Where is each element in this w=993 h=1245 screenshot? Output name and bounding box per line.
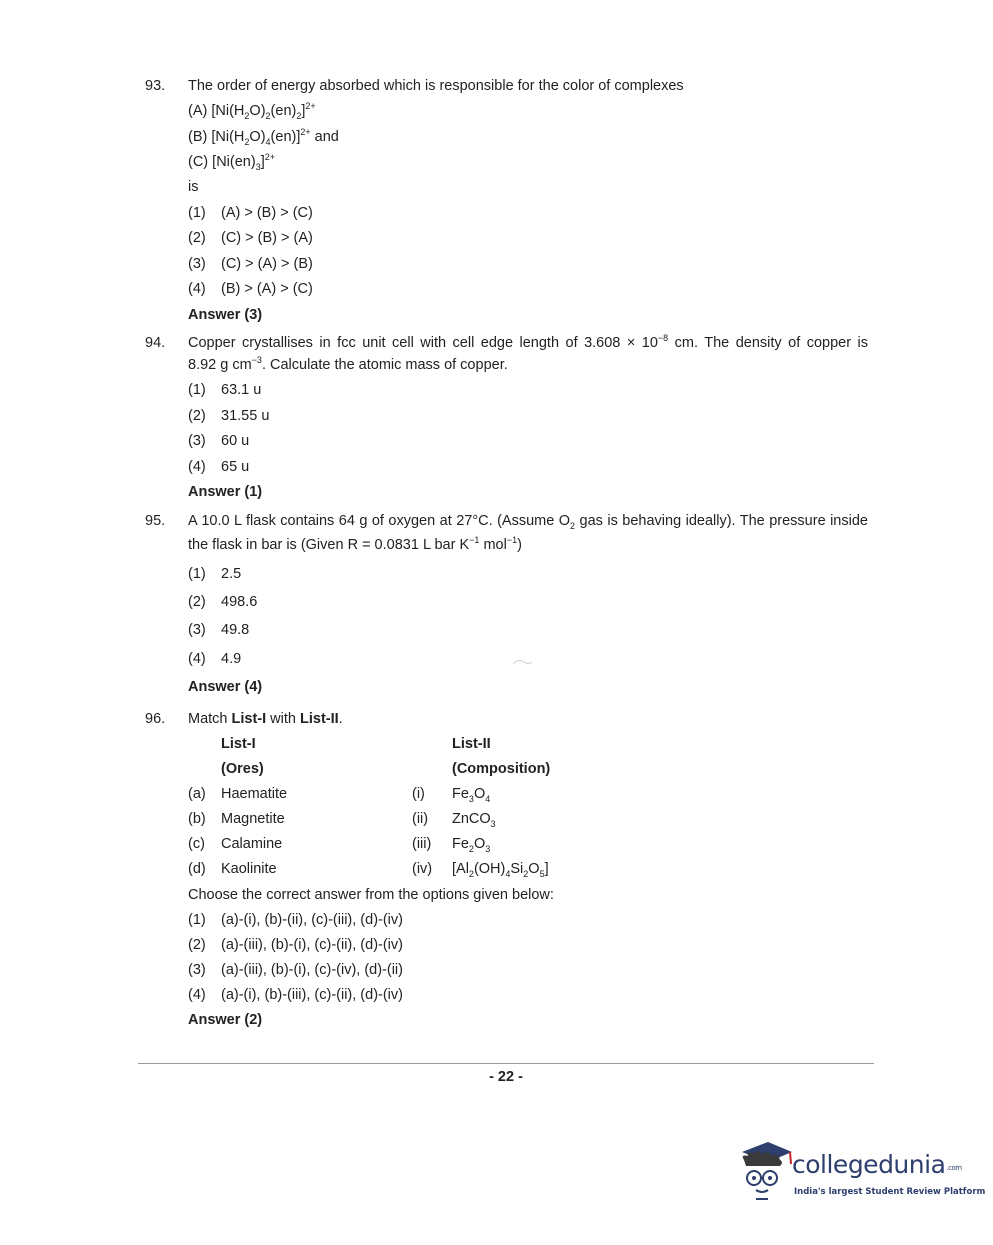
item-label: (C) [188,154,209,170]
option-number: (4) [188,987,206,1003]
composition: $[Al_2(OH)_4Si_2O_5]$ [452,861,549,879]
question-number: 94. [145,335,166,351]
question-text: is [188,179,199,195]
collegedunia-logo [734,1138,986,1208]
ore-name: Haematite [221,786,288,802]
row-label: (a) [188,786,206,802]
option-text: (C) > (A) > (B) [221,256,313,272]
option-text: (C) > (B) > (A) [221,230,313,246]
mascot-icon [734,1138,796,1200]
item-label: (A) [188,103,208,119]
complex-item: (B) $[Ni(H_2O)_4(en)]^{2+}$ and [188,127,339,147]
option-text: (B) > (A) > (C) [221,281,313,297]
question-text: The order of energy absorbed which is responsible for the color of complexes [188,78,684,94]
option-text: (a)-(i), (b)-(iii), (c)-(ii), (d)-(iv) [221,987,403,1003]
page-number: - 22 - [489,1069,523,1085]
item-label: (B) [188,129,208,145]
option-text: (A) > (B) > (C) [221,205,313,221]
row-label: (b) [188,811,206,827]
option-text: (a)-(iii), (b)-(i), (c)-(iv), (d)-(ii) [221,962,403,978]
option-number: (1) [188,382,206,398]
option-number: (3) [188,433,206,449]
option-number: (2) [188,594,206,610]
option-text: 498.6 [221,594,258,610]
question-text: Copper crystallises in fcc unit cell with cell edge length of $3.608 \times 10^{-8}$ cm. The density of copper is [188,333,868,351]
option-text: 60 u [221,433,250,449]
question-number: 96. [145,711,166,727]
option-number: (3) [188,962,206,978]
option-number: (2) [188,408,206,424]
list2-title: List-II [452,736,491,752]
option-number: (2) [188,230,206,246]
question-text: 8.92 g $cm^{-3}$. Calculate the atomic mass of copper. [188,355,508,373]
option-text: (a)-(i), (b)-(ii), (c)-(iii), (d)-(iv) [221,912,403,928]
row-label: (i) [412,786,425,802]
question-number: 95. [145,513,166,529]
option-number: (4) [188,651,206,667]
footer-divider [138,1063,874,1064]
option-number: (1) [188,912,206,928]
answer-label: Answer (2) [188,1012,263,1028]
option-text: 31.55 u [221,408,270,424]
logo-wordmark: collegedunia.com [792,1150,962,1179]
composition: $Fe_2O_3$ [452,836,491,854]
question-number: 93. [145,78,166,94]
option-number: (1) [188,566,206,582]
option-text: 2.5 [221,566,242,582]
row-label: (d) [188,861,206,877]
complex-item: (A) $[Ni(H_2O)_2(en)_2]^{2+}$ [188,101,316,121]
logo-tagline: India's largest Student Review Platform [794,1187,986,1197]
stray-mark-icon [511,657,535,669]
option-text: 49.8 [221,622,250,638]
row-label: (iv) [412,861,433,877]
answer-label: Answer (3) [188,307,263,323]
question-text: Match List-I with List-II. [188,711,343,727]
list1-subtitle: (Ores) [221,761,264,777]
question-text: A 10.0 L flask contains 64 g of oxygen at 27°C. (Assume $O_2$ gas is behaving ideally). The pressure inside [188,513,868,531]
option-text: (a)-(iii), (b)-(i), (c)-(ii), (d)-(iv) [221,937,403,953]
option-number: (3) [188,622,206,638]
composition: ZnCO$_3$ [452,811,496,829]
complex-item: (C) $[Ni(en)_3]^{2+}$ [188,152,275,172]
ore-name: Kaolinite [221,861,277,877]
option-text: 63.1 u [221,382,262,398]
list1-title: List-I [221,736,256,752]
row-label: (iii) [412,836,432,852]
option-number: (4) [188,459,206,475]
ore-name: Calamine [221,836,283,852]
answer-label: Answer (4) [188,679,263,695]
option-text: 4.9 [221,651,242,667]
composition: $Fe_3O_4$ [452,786,491,804]
option-number: (1) [188,205,206,221]
answer-label: Answer (1) [188,484,263,500]
row-label: (c) [188,836,205,852]
option-text: 65 u [221,459,250,475]
option-number: (3) [188,256,206,272]
question-text: Choose the correct answer from the options given below: [188,887,554,903]
option-number: (4) [188,281,206,297]
question-text: the flask in bar is (Given R = 0.0831 L bar $K^{-1}$ mol$^{-1}$) [188,535,522,553]
ore-name: Magnetite [221,811,285,827]
option-number: (2) [188,937,206,953]
list2-subtitle: (Composition) [452,761,551,777]
row-label: (ii) [412,811,429,827]
